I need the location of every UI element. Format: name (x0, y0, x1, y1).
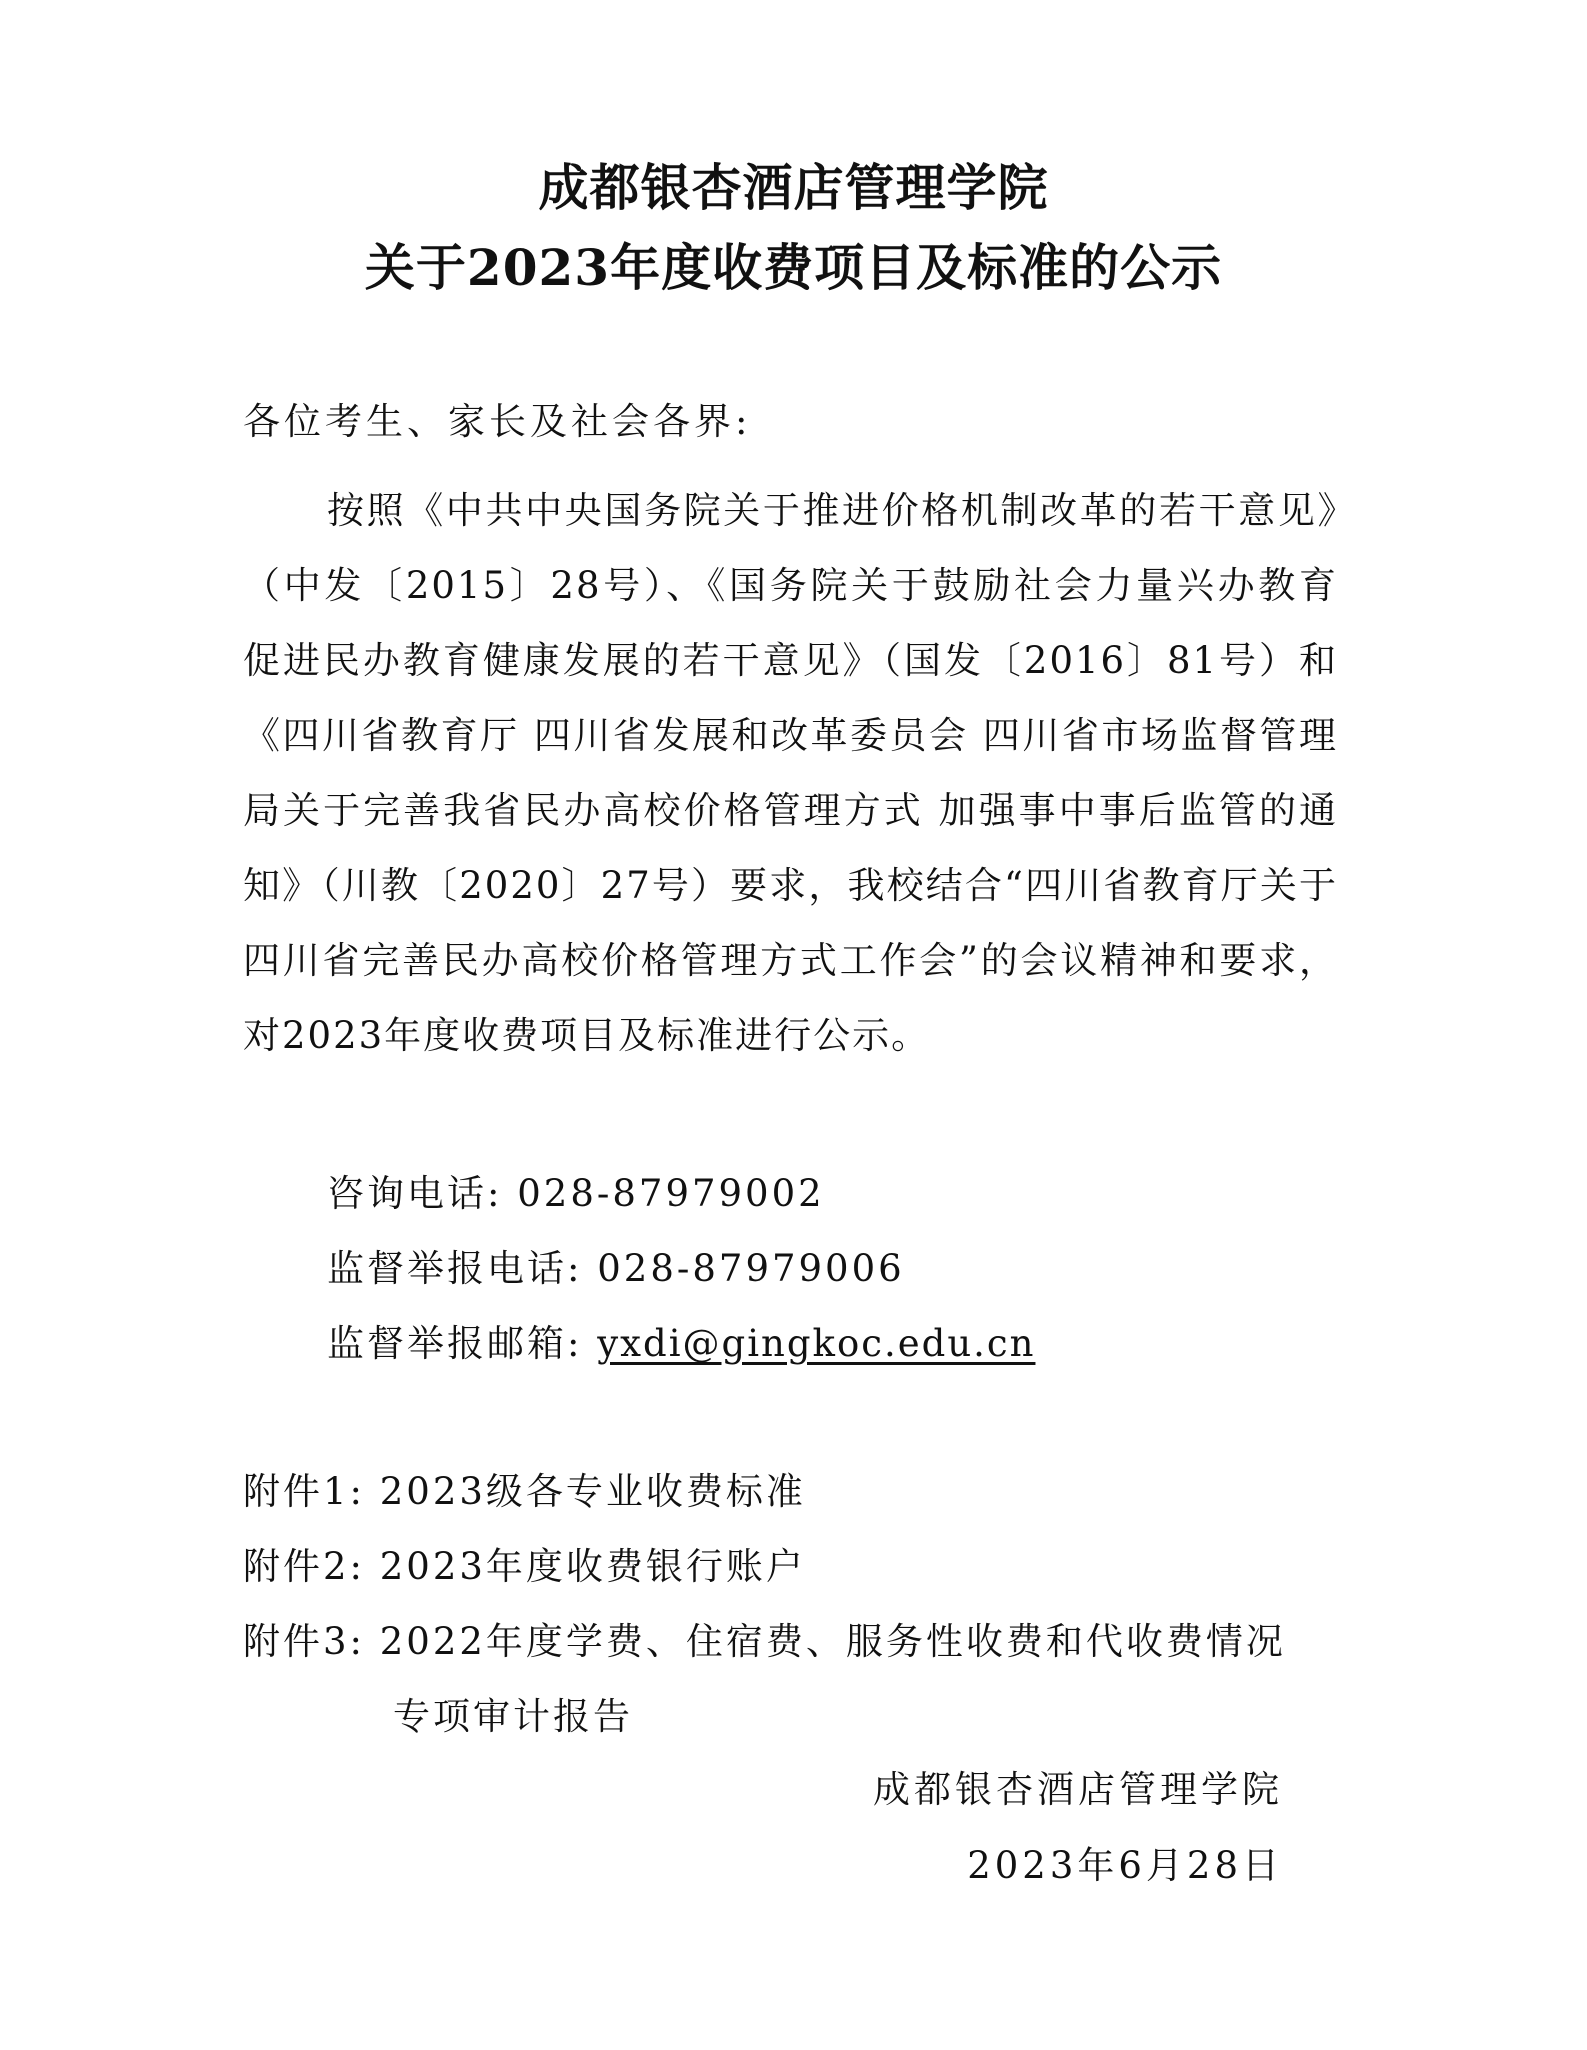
signature-organization: 成都银杏酒店管理学院 (873, 1768, 1283, 1811)
body-paragraph: 按照《中共中央国务院关于推进价格机制改革的若干意见》（中发〔2015〕28号）、《国务院关于鼓励社会力量兴办教育 促进民办教育健康发展的若干意见》（国发〔2016〕81号）和《四川省教育厅 四川省发展和改革委员会 四川省市场监督管理局关于完善我省民办高校价格管理方式 加强事中事后监管的通知》（川教〔2020〕27号）要求，我校结合“四川省教育厅关于四川省完善民办高校价格管理方式工作会”的会议精神和要求，对2023年度收费项目及标准进行公示。 (243, 489, 1338, 1057)
report-email-line (327, 1320, 1035, 1368)
document-title-line-2: 关于2023年度收费项目及标准的公示 (364, 238, 1223, 297)
report-email-label: 监督举报邮箱: (327, 1322, 598, 1365)
report-email-link[interactable]: yxdi@gingkoc.edu.cn (597, 1322, 1036, 1365)
attachment-2: 附件2: 2023年度收费银行账户 (243, 1545, 806, 1588)
report-phone-line (327, 1245, 905, 1293)
consult-phone-number: 028-87979002 (517, 1172, 825, 1215)
salutation: 各位考生、家长及社会各界: (243, 400, 752, 443)
signature-date: 2023年6月28日 (967, 1844, 1283, 1887)
consult-phone-line (327, 1170, 825, 1218)
attachment-1: 附件1: 2023级各专业收费标准 (243, 1470, 806, 1513)
attachment-3-continued: 专项审计报告 (393, 1695, 633, 1738)
consult-phone-label: 咨询电话: (327, 1172, 518, 1215)
report-phone-number: 028-87979006 (597, 1247, 905, 1290)
document-title-line-1: 成都银杏酒店管理学院 (538, 158, 1049, 217)
report-phone-label: 监督举报电话: (327, 1247, 598, 1290)
attachment-3: 附件3: 2022年度学费、住宿费、服务性收费和代收费情况 (243, 1620, 1286, 1663)
